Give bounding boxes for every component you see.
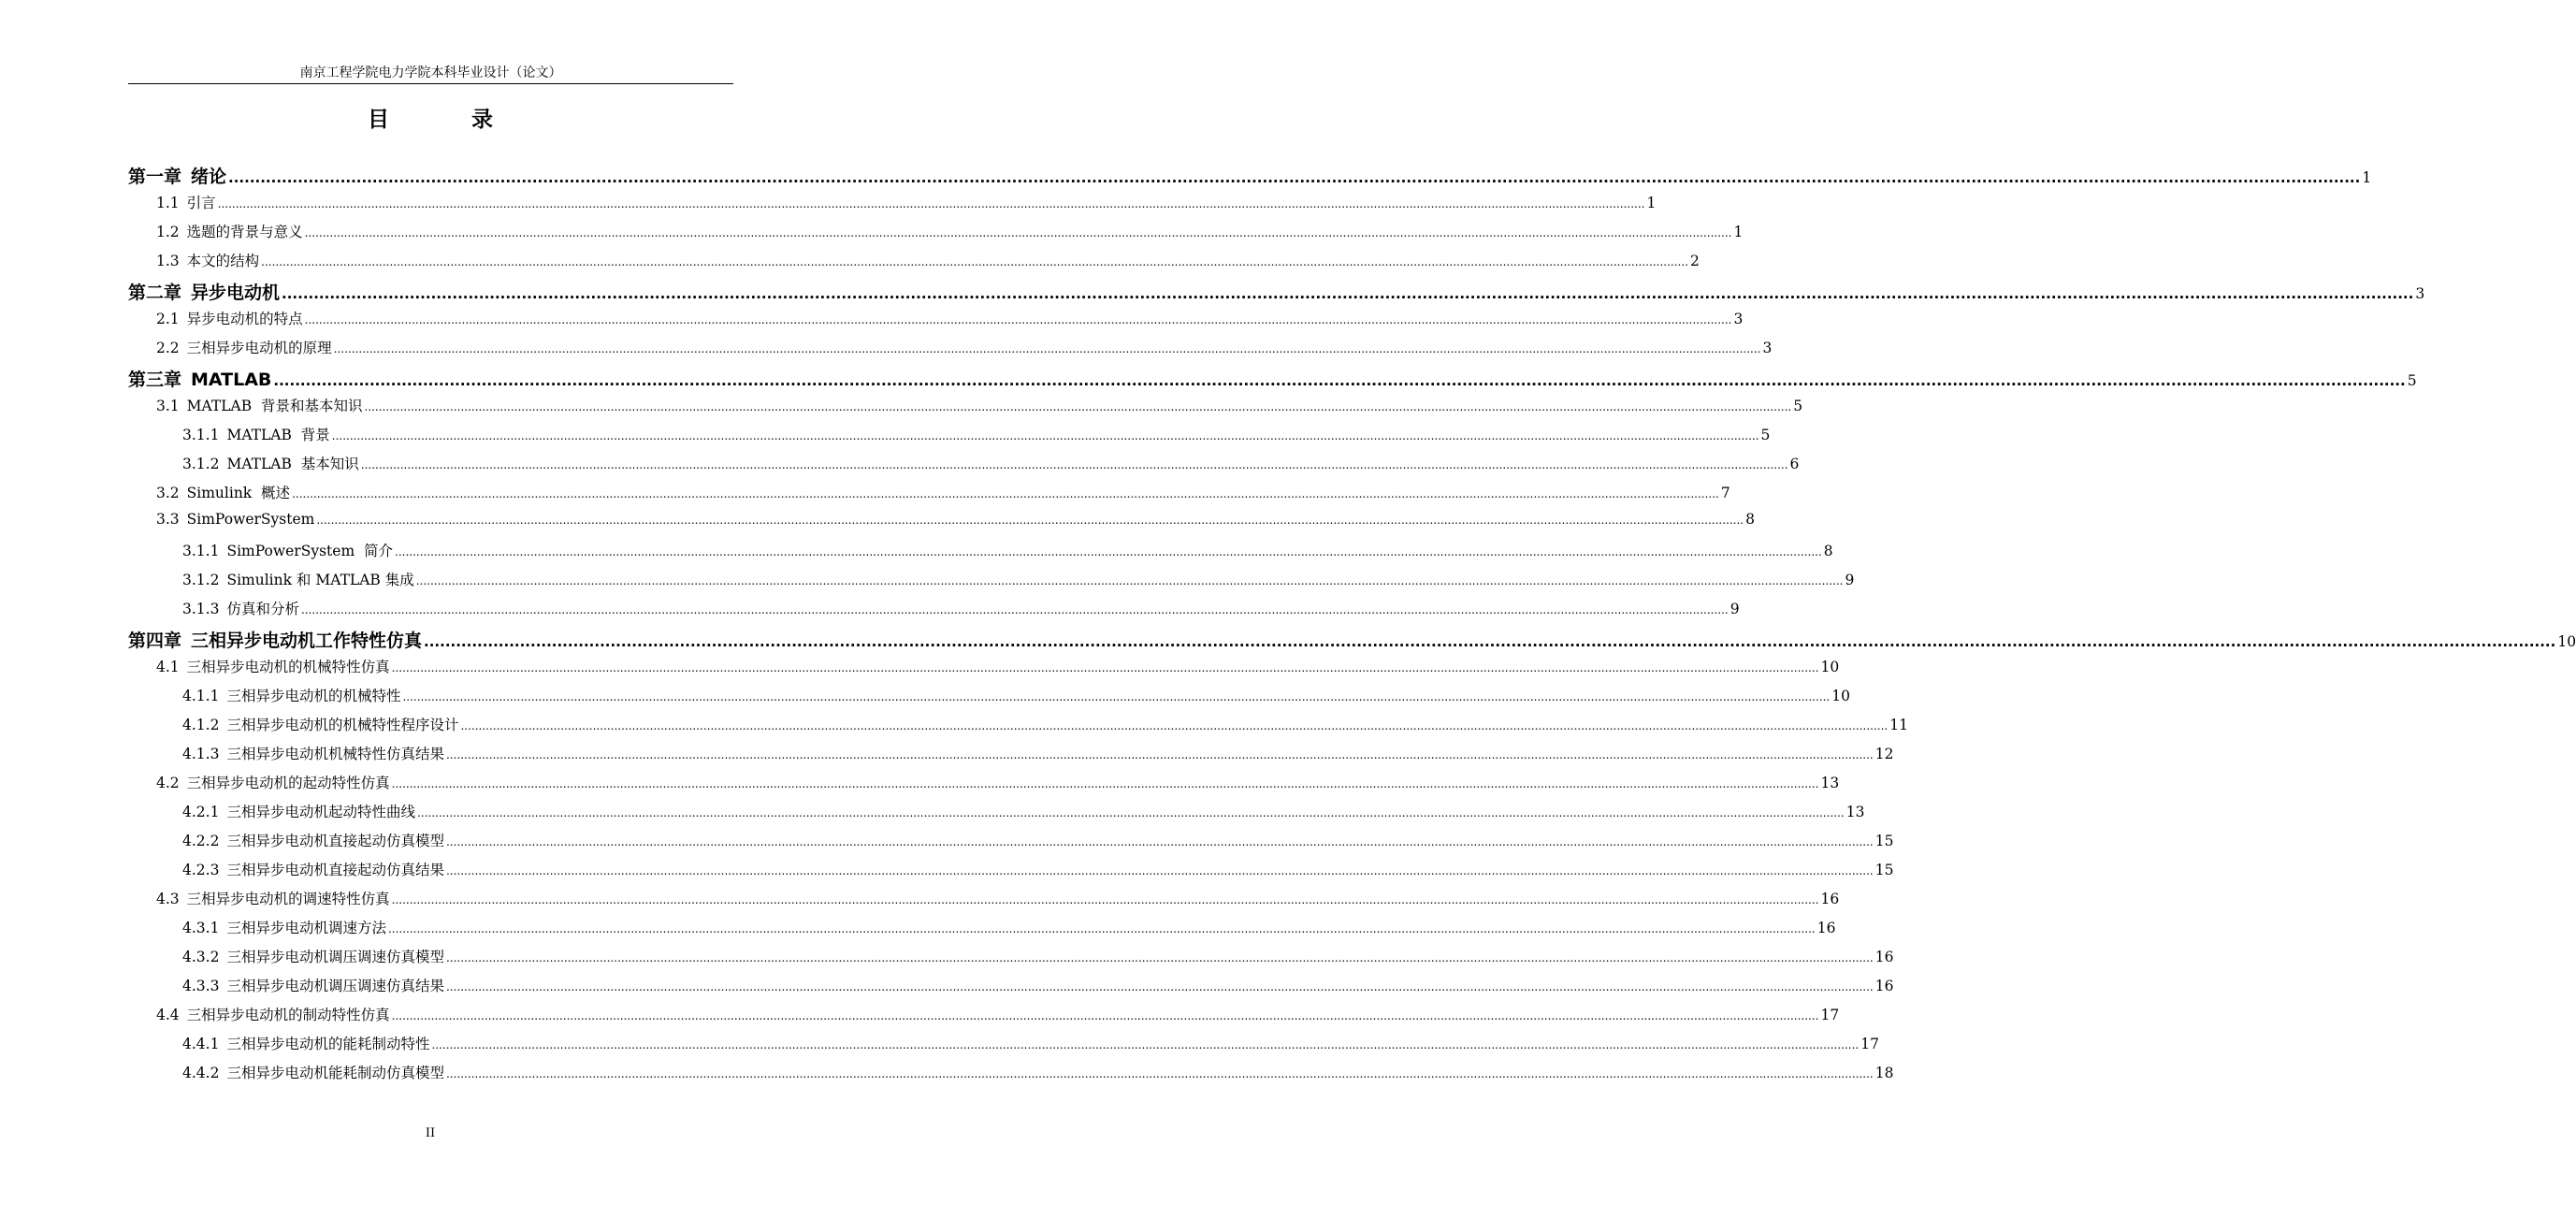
- toc-entry-page: 13: [1820, 775, 1840, 791]
- toc-dot-leader: ................................................................................................................................................................................................................................................................................................................................................................................................................: [395, 545, 1822, 558]
- toc-entry-page: 11: [1889, 717, 1908, 733]
- toc-dot-leader: ................................................................................................................................................................................................................................................................................................................................................................................................................: [445, 835, 1874, 848]
- toc-entry[interactable]: [128, 395, 1803, 424]
- toc-dot-leader: ................................................................................................................................................................................................................................................................................................................................................................................................................: [316, 514, 1744, 527]
- toc-entry-number: 3.1.2: [182, 572, 220, 588]
- toc-entry[interactable]: [128, 192, 1657, 221]
- toc-entry-title: 选题的背景与意义: [186, 224, 303, 240]
- toc-entry-number: 1.2: [156, 224, 180, 240]
- toc-entry-title: 三相异步电动机的机械特性程序设计: [226, 717, 459, 733]
- toc-entry-number: 第三章: [128, 370, 182, 390]
- toc-entry-number: 4.1.1: [182, 688, 220, 704]
- toc-entry-page: 5: [2407, 372, 2417, 389]
- toc-dot-leader: ................................................................................................................................................................................................................................................................................................................................................................................................................: [331, 429, 1759, 442]
- toc-entry-title: SimPowerSystem: [186, 511, 315, 528]
- toc-entry-number: 第二章: [128, 283, 182, 303]
- toc-dot-leader: ................................................................................................................................................................................................................................................................................................................................................................................................................: [292, 487, 1719, 500]
- toc-entry-title: MATLAB 背景和基本知识: [186, 398, 363, 414]
- toc-entry-number: 4.3: [156, 891, 180, 907]
- toc-entry[interactable]: [128, 453, 1800, 482]
- toc-entry[interactable]: [128, 540, 1833, 569]
- toc-entry[interactable]: [128, 221, 1744, 250]
- toc-entry[interactable]: [128, 1004, 1840, 1033]
- toc-dot-leader: ................................................................................................................................................................................................................................................................................................................................................................................................................: [445, 748, 1874, 761]
- toc-dot-leader: ................................................................................................................................................................................................................................................................................................................................................................................................................: [304, 313, 1732, 326]
- toc-entry-page: 16: [1816, 920, 1836, 936]
- toc-dot-leader: ................................................................................................................................................................................................................................................................................................................................................................................................................: [387, 922, 1816, 935]
- toc-dot-leader: ................................................................................................................................................................................................................................................................................................................................................................................................................: [431, 1038, 1860, 1051]
- toc-dot-leader: ................................................................................................................................................................................................................................................................................................................................................................................................................: [460, 719, 1889, 732]
- toc-entry-number: 4.2.3: [182, 862, 220, 878]
- toc-entry[interactable]: [128, 975, 1894, 1004]
- toc-dot-leader: ................................................................................................................................................................................................................................................................................................................................................................................................................: [445, 951, 1874, 964]
- toc-entry-number: 4.1.2: [182, 717, 220, 733]
- toc-dot-leader: ................................................................................................................................................................................................................................................................................................................................................................................................................: [445, 864, 1874, 877]
- toc-entry-number: 第四章: [128, 631, 182, 651]
- toc-entry-page: 10: [2557, 633, 2576, 650]
- toc-dot-leader: ................................................................................................................................................................................................................................................................................................................................................................................................................: [360, 458, 1788, 471]
- toc-entry-number: 3.1.3: [182, 601, 220, 617]
- toc-entry-page: 5: [1793, 398, 1803, 414]
- toc-entry[interactable]: [128, 511, 1755, 540]
- toc-entry[interactable]: [128, 830, 1894, 859]
- toc-entry-page: 7: [1720, 485, 1730, 501]
- toc-entry-number: 4.2: [156, 775, 180, 791]
- toc-dot-leader: ................................................................................................................................................................................................................................................................................................................................................................................................................: [416, 806, 1845, 819]
- toc-entry[interactable]: [128, 482, 1730, 511]
- toc-entry-title: 绪论: [191, 167, 227, 187]
- toc-dot-leader: ................................................................................................................................................................................................................................................................................................................................................................................................................: [304, 226, 1732, 239]
- toc-entry-title: 三相异步电动机调速方法: [226, 920, 386, 936]
- toc-entry[interactable]: [128, 859, 1894, 888]
- toc-entry-number: 4.4.2: [182, 1065, 220, 1081]
- toc-entry-number: 3.2: [156, 485, 180, 501]
- table-of-contents: [128, 163, 2576, 1091]
- toc-entry-page: 3: [1762, 340, 1773, 356]
- toc-dot-leader: ................................................................................................................................................................................................................................................................................................................................................................................................................: [391, 1009, 1819, 1022]
- toc-entry[interactable]: [128, 279, 2425, 308]
- toc-entry-number: 3.1.1: [182, 427, 220, 443]
- toc-entry-title: 异步电动机: [191, 283, 281, 303]
- toc-entry-page: 12: [1874, 746, 1894, 762]
- toc-entry-page: 10: [1820, 659, 1840, 675]
- toc-entry[interactable]: [128, 946, 1894, 975]
- toc-entry[interactable]: [128, 917, 1836, 946]
- toc-entry-title: Simulink 概述: [186, 485, 291, 501]
- toc-dot-leader: ................................................................................................................................................................................................................................................................................................................................................................................................................: [415, 574, 1844, 587]
- toc-entry-page: 6: [1789, 456, 1800, 472]
- toc-entry-number: 4.3.3: [182, 978, 220, 994]
- toc-entry-title: 三相异步电动机调压调速仿真结果: [226, 978, 444, 994]
- toc-entry-page: 8: [1823, 543, 1833, 559]
- toc-entry[interactable]: [128, 656, 1840, 685]
- toc-entry-title: 三相异步电动机能耗制动仿真模型: [226, 1065, 444, 1081]
- toc-dot-leader: ................................................................................................................................................................................................................................................................................................................................................................................................................: [391, 777, 1819, 790]
- toc-entry[interactable]: [128, 337, 1773, 366]
- toc-entry[interactable]: [128, 801, 1865, 830]
- toc-dot-leader: ................................................................................................................................................................................................................................................................................................................................................................................................................: [391, 893, 1819, 906]
- toc-entry[interactable]: [128, 366, 2417, 395]
- toc-entry[interactable]: [128, 598, 1740, 627]
- toc-entry-number: 3.1: [156, 398, 180, 414]
- toc-entry-title: 三相异步电动机起动特性曲线: [226, 804, 415, 820]
- toc-entry-number: 4.3.2: [182, 949, 220, 965]
- toc-entry-page: 2: [1689, 253, 1700, 269]
- toc-dot-leader: ................................................................................................................................................................................................................................................................................................................................................................................................................: [333, 342, 1761, 355]
- toc-entry-title: 三相异步电动机调压调速仿真模型: [226, 949, 444, 965]
- toc-entry-page: 10: [1831, 688, 1850, 704]
- toc-entry[interactable]: [128, 888, 1840, 917]
- toc-dot-leader: ................................................................................................................................................................................................................................................................................................................................................................................................................: [445, 980, 1874, 993]
- toc-entry-title: 三相异步电动机的机械特性仿真: [186, 659, 390, 675]
- toc-entry-number: 3.3: [156, 511, 180, 528]
- toc-entry-title: MATLAB 背景: [226, 427, 330, 443]
- toc-entry-number: 4.2.2: [182, 833, 220, 849]
- toc-entry-page: 15: [1874, 862, 1894, 878]
- toc-entry-title: Simulink 和 MATLAB 集成: [226, 572, 414, 588]
- toc-entry[interactable]: [128, 627, 2576, 656]
- toc-entry-title: 三相异步电动机的调速特性仿真: [186, 891, 390, 907]
- toc-entry-page: 9: [1729, 601, 1740, 617]
- toc-entry-title: 三相异步电动机机械特性仿真结果: [226, 746, 444, 762]
- toc-entry[interactable]: [128, 163, 2372, 192]
- toc-entry-page: 3: [2415, 285, 2425, 302]
- toc-entry[interactable]: [128, 569, 1855, 598]
- toc-dot-leader: ................................................................................................................................................................................................................................................................................................................................................................................................................: [261, 255, 1688, 268]
- toc-entry-number: 4.2.1: [182, 804, 220, 820]
- toc-dot-leader: ................................................................................................................................................................................................................................................................................................................................................................................................................: [273, 372, 2406, 389]
- toc-entry-title: 三相异步电动机的机械特性: [226, 688, 401, 704]
- page-number: II: [425, 1126, 436, 1140]
- toc-entry-title: 三相异步电动机的制动特性仿真: [186, 1007, 390, 1023]
- toc-entry[interactable]: [128, 1033, 1879, 1062]
- toc-dot-leader: ................................................................................................................................................................................................................................................................................................................................................................................................................: [402, 690, 1831, 703]
- toc-entry[interactable]: [128, 772, 1840, 801]
- toc-entry[interactable]: [128, 250, 1700, 279]
- toc-dot-leader: ................................................................................................................................................................................................................................................................................................................................................................................................................: [424, 633, 2556, 650]
- toc-entry-number: 3.1.1: [182, 543, 220, 559]
- toc-entry-page: 18: [1874, 1065, 1894, 1081]
- toc-entry[interactable]: [128, 308, 1744, 337]
- toc-entry-number: 1.1: [156, 195, 180, 211]
- toc-entry-page: 13: [1845, 804, 1865, 820]
- toc-entry[interactable]: [128, 1062, 1894, 1091]
- toc-entry-title: 异步电动机的特点: [186, 311, 303, 327]
- toc-dot-leader: ................................................................................................................................................................................................................................................................................................................................................................................................................: [364, 400, 1792, 413]
- toc-entry[interactable]: [128, 743, 1894, 772]
- toc-entry-title: 三相异步电动机工作特性仿真: [191, 631, 423, 651]
- toc-dot-leader: ................................................................................................................................................................................................................................................................................................................................................................................................................: [282, 285, 2414, 302]
- toc-entry-title: SimPowerSystem 简介: [226, 543, 393, 559]
- toc-entry-page: 17: [1860, 1036, 1879, 1052]
- toc-entry-number: 2.2: [156, 340, 180, 356]
- toc-entry-page: 1: [2362, 169, 2372, 186]
- toc-entry-title: 三相异步电动机的原理: [186, 340, 332, 356]
- page-header: 南京工程学院电力学院本科毕业设计（论文）: [299, 65, 562, 80]
- toc-entry-number: 4.1: [156, 659, 180, 675]
- toc-entry-number: 4.4: [156, 1007, 180, 1023]
- header-rule: [128, 83, 733, 84]
- toc-entry-page: 15: [1874, 833, 1894, 849]
- toc-dot-leader: ................................................................................................................................................................................................................................................................................................................................................................................................................: [391, 661, 1819, 674]
- toc-entry[interactable]: [128, 424, 1771, 453]
- toc-entry-number: 1.3: [156, 253, 180, 269]
- toc-entry-number: 4.3.1: [182, 920, 220, 936]
- toc-entry-page: 1: [1733, 224, 1744, 240]
- toc-entry-title: 三相异步电动机的起动特性仿真: [186, 775, 390, 791]
- toc-title: 目 录: [367, 108, 530, 132]
- toc-entry-title: 三相异步电动机的能耗制动特性: [226, 1036, 430, 1052]
- toc-entry-page: 5: [1760, 427, 1771, 443]
- toc-entry-page: 16: [1874, 949, 1894, 965]
- toc-entry-page: 1: [1646, 195, 1657, 211]
- toc-entry-title: 三相异步电动机直接起动仿真模型: [226, 833, 444, 849]
- toc-entry-title: 引言: [186, 195, 216, 211]
- toc-entry-number: 4.4.1: [182, 1036, 220, 1052]
- toc-entry-page: 9: [1845, 572, 1855, 588]
- toc-entry-number: 第一章: [128, 167, 182, 187]
- toc-entry-title: 三相异步电动机直接起动仿真结果: [226, 862, 444, 878]
- toc-entry[interactable]: [128, 685, 1850, 714]
- toc-entry-page: 17: [1820, 1007, 1840, 1023]
- toc-dot-leader: ................................................................................................................................................................................................................................................................................................................................................................................................................: [300, 603, 1729, 616]
- toc-dot-leader: ................................................................................................................................................................................................................................................................................................................................................................................................................: [445, 1067, 1874, 1080]
- toc-entry-title: MATLAB 基本知识: [226, 456, 359, 472]
- toc-entry-number: 2.1: [156, 311, 180, 327]
- toc-entry-title: 仿真和分析: [226, 601, 299, 617]
- toc-entry-title: 本文的结构: [186, 253, 260, 269]
- toc-entry-page: 8: [1745, 511, 1755, 528]
- toc-entry-page: 3: [1733, 311, 1744, 327]
- toc-entry-page: 16: [1874, 978, 1894, 994]
- toc-entry-number: 4.1.3: [182, 746, 220, 762]
- toc-dot-leader: ................................................................................................................................................................................................................................................................................................................................................................................................................: [217, 197, 1645, 210]
- toc-entry-page: 16: [1820, 891, 1840, 907]
- toc-entry-title: MATLAB: [191, 370, 272, 390]
- toc-entry[interactable]: [128, 714, 1908, 743]
- toc-entry-number: 3.1.2: [182, 456, 220, 472]
- toc-dot-leader: ................................................................................................................................................................................................................................................................................................................................................................................................................: [228, 169, 2361, 186]
